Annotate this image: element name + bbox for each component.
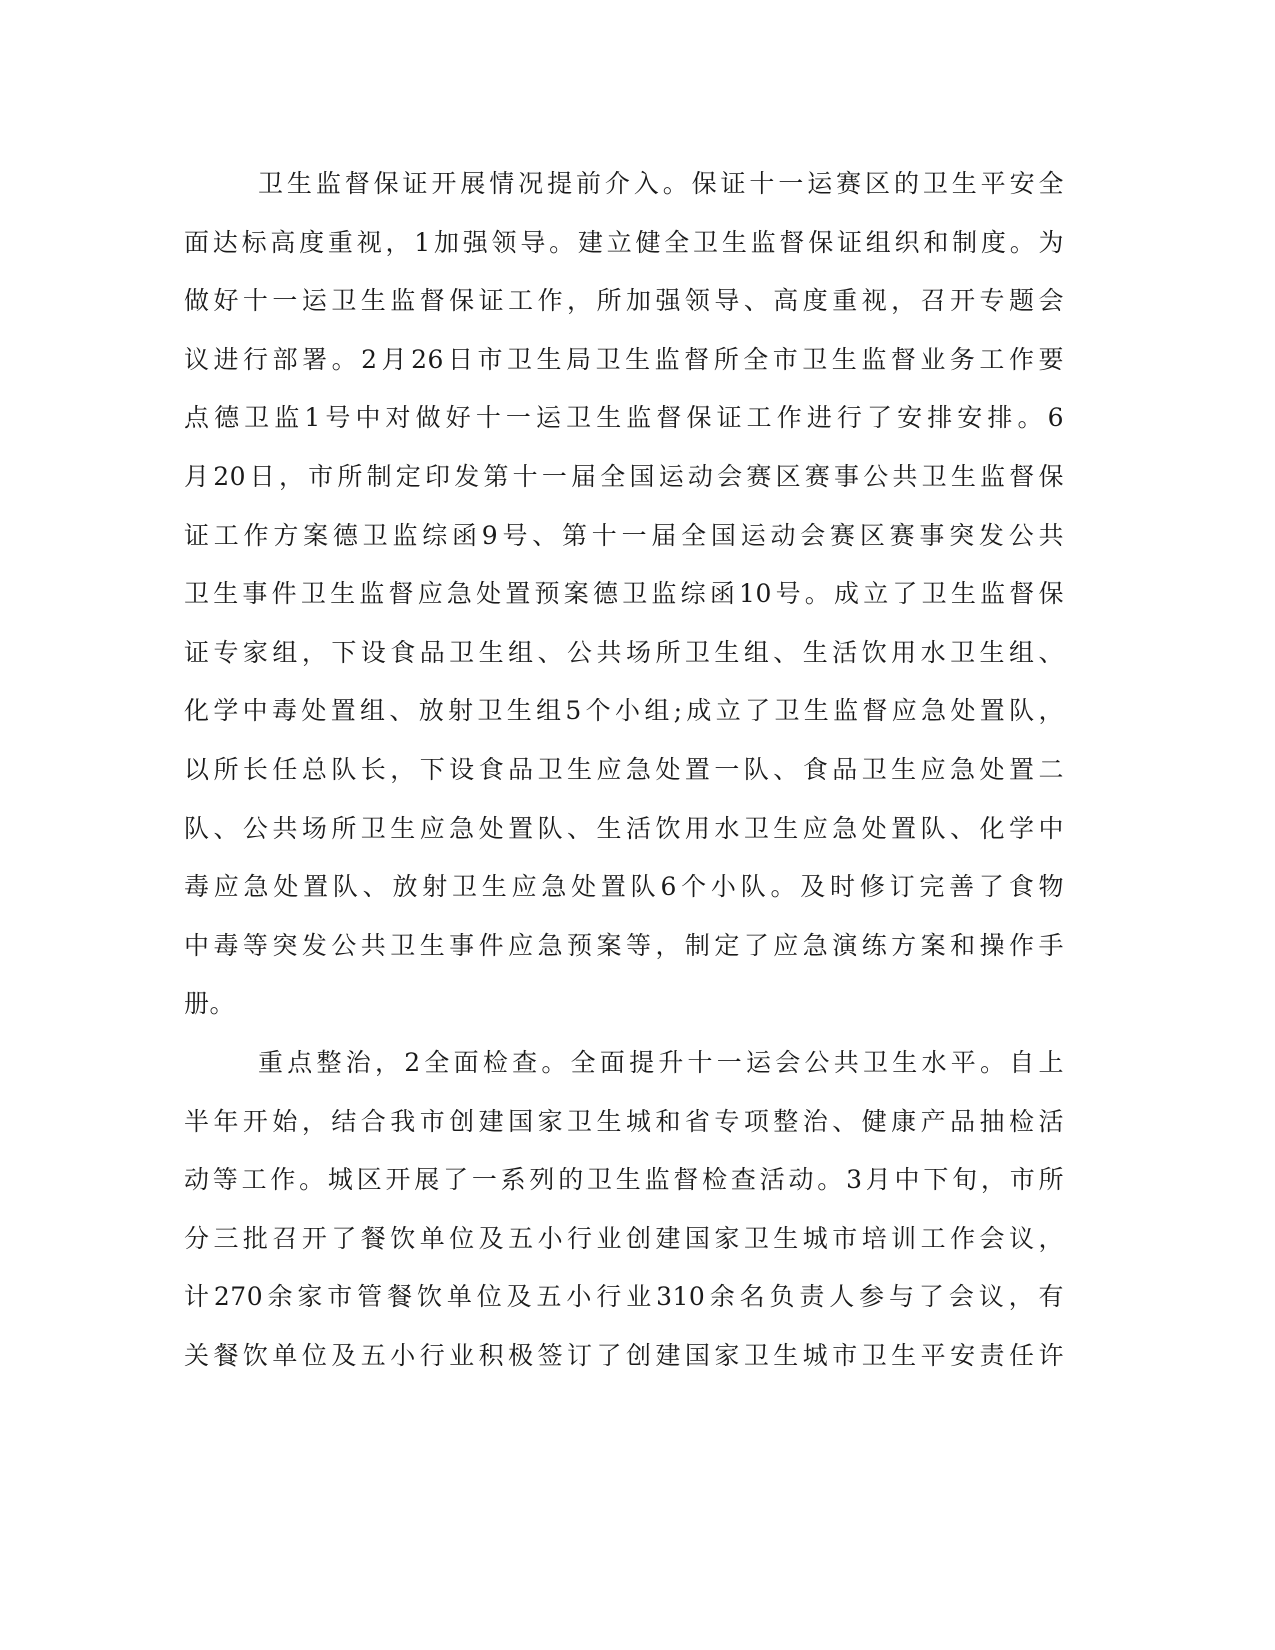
paragraph-1-line-8: 卫生事件卫生监督应急处置预案德卫监综函10号。成立了卫生监督保	[184, 579, 1064, 609]
paragraph-1-line-6: 月20日，市所制定印发第十一届全国运动会赛区赛事公共卫生监督保	[184, 461, 1064, 491]
document-body	[184, 155, 1064, 1385]
paragraph-2-line-4: 分三批召开了餐饮单位及五小行业创建国家卫生城市培训工作会议，	[184, 1223, 1064, 1253]
paragraph-1-line-10: 化学中毒处置组、放射卫生组5个小组;成立了卫生监督应急处置队，	[184, 696, 1064, 726]
paragraph-1-line-4: 议进行部署。2月26日市卫生局卫生监督所全市卫生监督业务工作要	[184, 344, 1064, 374]
paragraph-1-line-3: 做好十一运卫生监督保证工作，所加强领导、高度重视，召开专题会	[184, 286, 1064, 316]
paragraph-2-line-1: 重点整治，2全面检查。全面提升十一运会公共卫生水平。自上	[258, 1047, 1064, 1077]
paragraph-1-line-5: 点德卫监1号中对做好十一运卫生监督保证工作进行了安排安排。6	[184, 403, 1064, 433]
paragraph-2-line-2: 半年开始，结合我市创建国家卫生城和省专项整治、健康产品抽检活	[184, 1106, 1064, 1136]
paragraph-1-line-2: 面达标高度重视，1加强领导。建立健全卫生监督保证组织和制度。为	[184, 227, 1064, 257]
paragraph-2-line-3: 动等工作。城区开展了一系列的卫生监督检查活动。3月中下旬，市所	[184, 1165, 1064, 1195]
paragraph-2-line-5: 计270余家市管餐饮单位及五小行业310余名负责人参与了会议，有	[184, 1282, 1064, 1312]
paragraph-2-line-6: 关餐饮单位及五小行业积极签订了创建国家卫生城市卫生平安责任许	[184, 1340, 1064, 1370]
paragraph-1-line-12: 队、公共场所卫生应急处置队、生活饮用水卫生应急处置队、化学中	[184, 813, 1064, 843]
paragraph-1-line-13: 毒应急处置队、放射卫生应急处置队6个小队。及时修订完善了食物	[184, 872, 1064, 902]
paragraph-1-line-11: 以所长任总队长，下设食品卫生应急处置一队、食品卫生应急处置二	[184, 754, 1064, 784]
paragraph-1-line-15: 册。	[184, 989, 236, 1019]
paragraph-1-line-1: 卫生监督保证开展情况提前介入。保证十一运赛区的卫生平安全	[258, 169, 1064, 198]
paragraph-1-line-7: 证工作方案德卫监综函9号、第十一届全国运动会赛区赛事突发公共	[184, 520, 1064, 550]
paragraph-1-line-14: 中毒等突发公共卫生事件应急预案等，制定了应急演练方案和操作手	[184, 930, 1064, 960]
paragraph-1-line-9: 证专家组，下设食品卫生组、公共场所卫生组、生活饮用水卫生组、	[184, 637, 1064, 667]
